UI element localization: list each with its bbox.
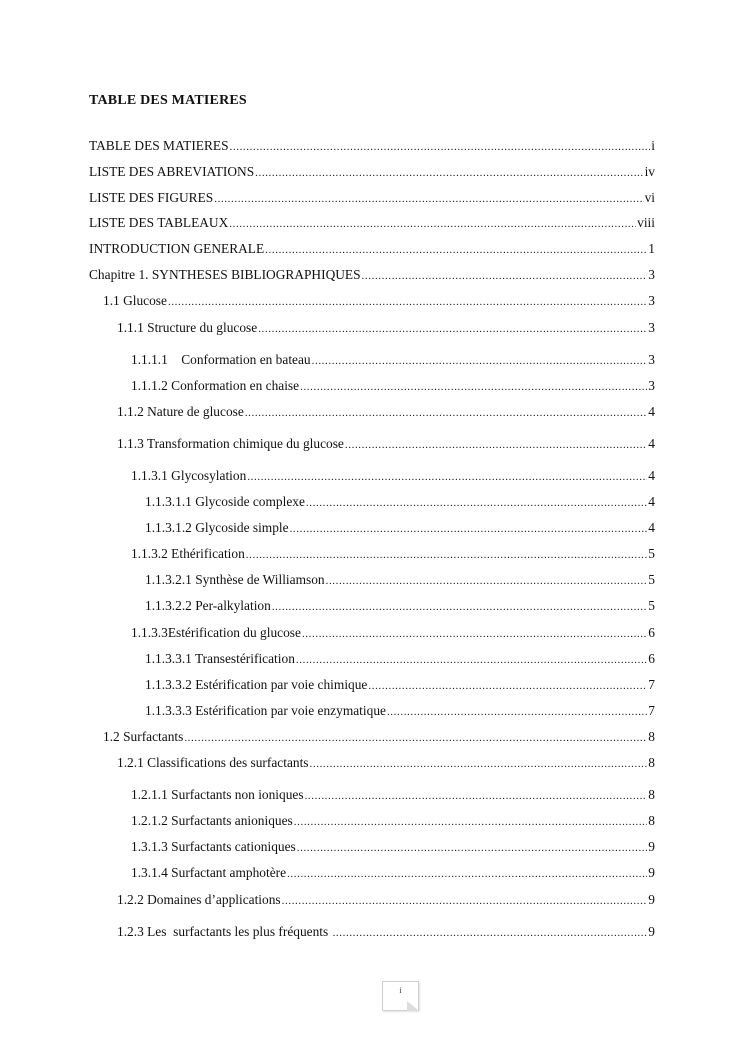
toc-entry-label: 1.1.1.1 Conformation en bateau [131, 352, 311, 367]
toc-entry-page: vi [644, 190, 655, 205]
toc-entry-label: LISTE DES TABLEAUX [89, 215, 229, 230]
toc-entry[interactable] [131, 351, 655, 369]
toc-entry-label: 1.2.1 Classifications des surfactants [117, 755, 309, 770]
toc-entry[interactable] [117, 403, 655, 421]
toc-entry-label: LISTE DES ABREVIATIONS [89, 164, 255, 179]
toc-leader-dots [290, 520, 648, 538]
page-number: i [399, 986, 402, 995]
toc-entry-label: 1.2.1.1 Surfactants non ioniques [131, 787, 304, 802]
toc-leader-dots [333, 924, 648, 942]
toc-leader-dots [184, 729, 647, 747]
toc-entry[interactable] [89, 189, 655, 207]
toc-leader-dots [300, 378, 647, 396]
toc-entry-page: 1 [648, 241, 655, 256]
toc-entry[interactable] [131, 467, 655, 485]
toc-entry-page: 5 [648, 546, 655, 561]
toc-leader-dots [387, 703, 647, 721]
toc-entry-page: 3 [648, 352, 655, 367]
toc-entry-label: TABLE DES MATIERES [89, 138, 229, 153]
toc-leader-dots [247, 468, 647, 486]
toc-entry-label: 1.2.2 Domaines d’applications [117, 892, 281, 907]
toc-leader-dots [297, 839, 648, 857]
toc-entry[interactable] [145, 597, 655, 615]
toc-entry-label: 1.3.1.3 Surfactants cationiques [131, 839, 296, 854]
toc-leader-dots [326, 572, 648, 590]
toc-entry-page: 9 [648, 892, 655, 907]
toc-entry-page: 4 [648, 436, 655, 451]
toc-entry[interactable] [103, 728, 655, 746]
toc-entry-label: LISTE DES FIGURES [89, 190, 214, 205]
toc-entry[interactable] [145, 650, 655, 668]
page-curl-icon [407, 1001, 419, 1011]
toc-entry-page: 3 [648, 267, 655, 282]
toc-leader-dots [258, 320, 647, 338]
toc-entry-label: INTRODUCTION GENERALE [89, 241, 265, 256]
toc-entry-page: 8 [648, 755, 655, 770]
toc-leader-dots [214, 190, 643, 208]
toc-entry-label: 1.1.2 Nature de glucose [117, 404, 244, 419]
toc-entry[interactable] [145, 571, 655, 589]
toc-entry[interactable] [89, 163, 655, 181]
toc-leader-dots [246, 546, 648, 564]
toc-entry-page: 4 [648, 468, 655, 483]
toc-entry[interactable] [117, 754, 655, 772]
toc-entry-page: 3 [648, 320, 655, 335]
toc-entry-label: 1.2 Surfactants [103, 729, 184, 744]
toc-entry[interactable] [131, 545, 655, 563]
toc-entry[interactable] [103, 292, 655, 310]
toc-entry[interactable] [131, 786, 655, 804]
toc-leader-dots [345, 436, 647, 454]
toc-entry-label: 1.1.3.2 Ethérification [131, 546, 245, 561]
toc-entry-page: 6 [648, 625, 655, 640]
toc-entry-label: Chapitre 1. SYNTHESES BIBLIOGRAPHIQUES [89, 267, 361, 282]
toc-leader-dots [302, 625, 647, 643]
toc-entry-page: 4 [648, 404, 655, 419]
toc-entry-page: 8 [648, 813, 655, 828]
toc-entry-page: i [651, 138, 655, 153]
toc-entry[interactable] [145, 702, 655, 720]
page-number-box [382, 981, 419, 1011]
toc-entry-label: 1.1.3.2.2 Per-alkylation [145, 598, 271, 613]
toc-entry-page: 3 [648, 378, 655, 393]
toc-entry-label: 1.1.3.2.1 Synthèse de Williamson [145, 572, 325, 587]
toc-entry-label: 1.2.3 Les surfactants les plus fréquents [117, 924, 332, 939]
toc-entry-label: 1.1.3.3Estérification du glucose [131, 625, 301, 640]
toc-entry[interactable] [89, 214, 655, 232]
toc-entry-page: 4 [648, 520, 655, 535]
toc-leader-dots [305, 787, 648, 805]
toc-entry[interactable] [117, 435, 655, 453]
toc-entry[interactable] [145, 493, 655, 511]
toc-entry[interactable] [145, 676, 655, 694]
toc-leader-dots [229, 215, 636, 233]
toc-entry[interactable] [131, 838, 655, 856]
toc-entry[interactable] [117, 319, 655, 337]
toc-leader-dots [265, 241, 647, 259]
toc-entry-page: 4 [648, 494, 655, 509]
toc-leader-dots [362, 267, 648, 285]
toc-entry-page: 5 [648, 598, 655, 613]
toc-entry[interactable] [89, 137, 655, 155]
toc-entry[interactable] [145, 519, 655, 537]
toc-leader-dots [306, 494, 647, 512]
toc-leader-dots [168, 293, 647, 311]
toc-leader-dots [255, 164, 643, 182]
toc-entry[interactable] [89, 266, 655, 284]
toc-leader-dots [296, 651, 647, 669]
toc-entry[interactable] [89, 240, 655, 258]
toc-entry-label: 1.1.3.1 Glycosylation [131, 468, 247, 483]
toc-entry-page: 8 [648, 729, 655, 744]
toc-entry[interactable] [131, 864, 655, 882]
toc-entry-label: 1.1 Glucose [103, 293, 167, 308]
toc-leader-dots [294, 813, 648, 831]
toc-entry-label: 1.1.1 Structure du glucose [117, 320, 258, 335]
toc-leader-dots [230, 138, 651, 156]
toc-entry[interactable] [117, 923, 655, 941]
toc-leader-dots [368, 677, 647, 695]
toc-leader-dots [282, 892, 648, 910]
toc-entry-page: 7 [648, 677, 655, 692]
toc-entry-label: 1.1.3.3.3 Estérification par voie enzymatique [145, 703, 386, 718]
toc-entry-page: viii [637, 215, 655, 230]
toc-entry-label: 1.1.1.2 Conformation en chaise [131, 378, 300, 393]
toc-entry-page: 9 [648, 865, 655, 880]
toc-entry[interactable] [131, 812, 655, 830]
toc-entry-page: 9 [648, 924, 655, 939]
toc-leader-dots [287, 865, 647, 883]
toc-entry[interactable] [131, 624, 655, 642]
toc-entry-label: 1.1.3.3.2 Estérification par voie chimique [145, 677, 368, 692]
toc-entry[interactable] [117, 891, 655, 909]
toc-entry-page: 3 [648, 293, 655, 308]
toc-entry-label: 1.1.3.1.1 Glycoside complexe [145, 494, 305, 509]
toc-entry-page: 5 [648, 572, 655, 587]
toc-entry[interactable] [131, 377, 655, 395]
toc-leader-dots [245, 404, 647, 422]
toc-leader-dots [310, 755, 648, 773]
toc-leader-dots [312, 352, 648, 370]
toc-entry-page: 6 [648, 651, 655, 666]
toc-leader-dots [272, 598, 647, 616]
toc-entry-label: 1.1.3 Transformation chimique du glucose [117, 436, 344, 451]
toc-heading: TABLE DES MATIERES [89, 93, 247, 108]
toc-entry-label: 1.1.3.3.1 Transestérification [145, 651, 295, 666]
toc-entry-page: 9 [648, 839, 655, 854]
toc-entry-label: 1.2.1.2 Surfactants anioniques [131, 813, 293, 828]
toc-entry-page: iv [644, 164, 655, 179]
toc-entry-label: 1.3.1.4 Surfactant amphotère [131, 865, 287, 880]
toc-entry-page: 8 [648, 787, 655, 802]
toc-entry-label: 1.1.3.1.2 Glycoside simple [145, 520, 289, 535]
toc-entry-page: 7 [648, 703, 655, 718]
